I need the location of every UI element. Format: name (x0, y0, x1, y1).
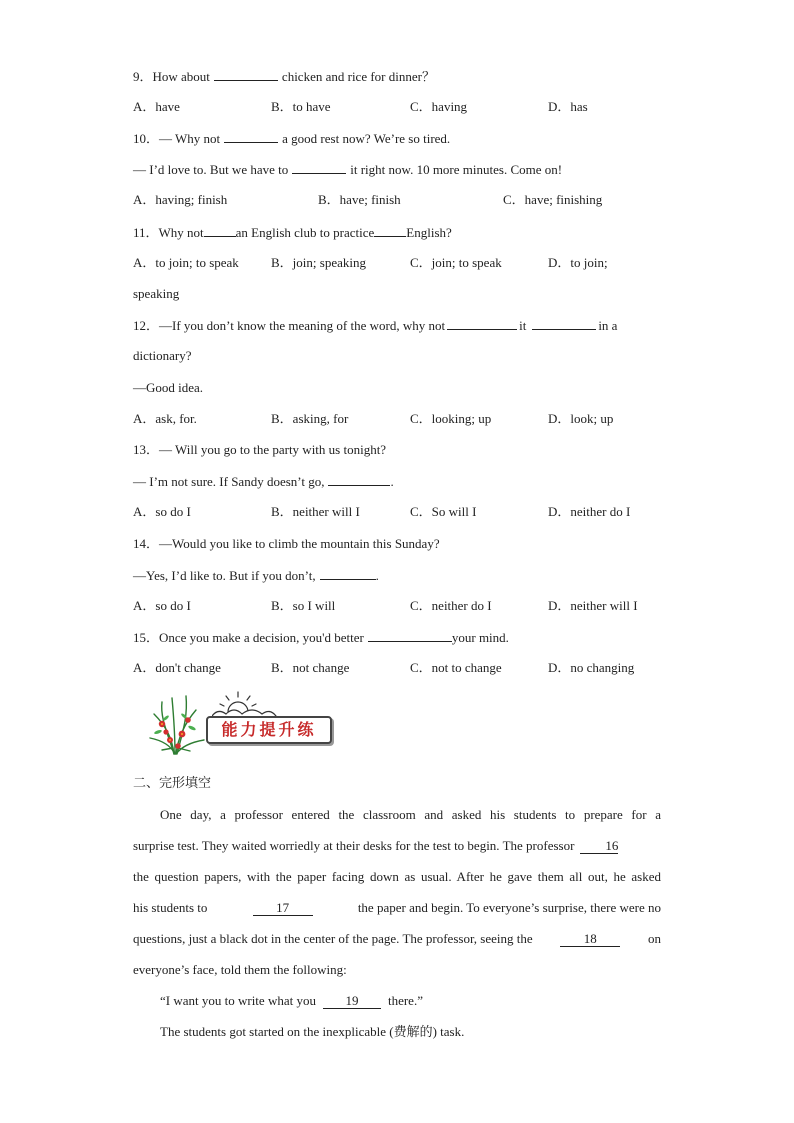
q12-blank-1[interactable] (447, 316, 517, 330)
sun-cloud-icon (212, 688, 282, 718)
q11-blank-2[interactable] (374, 223, 406, 237)
passage-line-3: the question papers, with the paper facing down as usual. After he gave them all out, he asked (133, 869, 661, 884)
q13-blank[interactable] (328, 472, 390, 486)
q15-stem: 15．Once you make a decision, you'd better your mind. (133, 630, 509, 645)
q15-option-b[interactable]: B．not change (271, 660, 350, 675)
q9-option-d[interactable]: D．has (548, 99, 588, 114)
q15-option-c[interactable]: C．not to change (410, 660, 502, 675)
badge-title: 能力提升练 (221, 720, 317, 739)
q15-blank[interactable] (368, 628, 452, 642)
q14-line2: —Yes, I’d like to. But if you don’t, . (133, 568, 379, 583)
q9-option-a[interactable]: A．have (133, 99, 180, 114)
q11-option-a[interactable]: A．to join; to speak (133, 255, 239, 270)
q15-option-d[interactable]: D．no changing (548, 660, 635, 675)
blank-17[interactable]: 17 (253, 901, 313, 916)
q11-blank-1[interactable] (204, 223, 236, 237)
q11-option-d-wrap: speaking (133, 286, 180, 301)
blank-16[interactable]: 16 (580, 839, 618, 854)
q12-line2: dictionary? (133, 348, 192, 363)
q12-option-a[interactable]: A．ask, for. (133, 411, 197, 426)
q12-stem: 12．—If you don’t know the meaning of the word, why not it in a (133, 318, 618, 333)
badge-label-box (206, 716, 332, 744)
q9-option-b[interactable]: B．to have (271, 99, 331, 114)
q10-blank-1[interactable] (224, 129, 278, 143)
q9-option-c[interactable]: C．having (410, 99, 468, 114)
q12-option-b[interactable]: B．asking, for (271, 411, 349, 426)
q11-option-d[interactable]: D．to join; (548, 255, 608, 270)
q14-line1: 14．—Would you like to climb the mountain this Sunday? (133, 536, 440, 551)
q13-line2: — I’m not sure. If Sandy doesn’t go, . (133, 474, 394, 489)
q10-option-a[interactable]: A．having; finish (133, 192, 228, 207)
flower-plant-icon (148, 688, 208, 756)
q10-line1: 10．— Why not a good rest now? We’re so tired. (133, 131, 451, 146)
blank-19[interactable]: 19 (323, 994, 381, 1009)
q13-option-c[interactable]: C．So will I (410, 504, 477, 519)
q14-option-d[interactable]: D．neither will I (548, 598, 638, 613)
passage-quote: “I want you to write what you 19 there.” (160, 993, 423, 1008)
q10-blank-2[interactable] (292, 160, 346, 174)
q12-line3: —Good idea. (133, 380, 204, 395)
passage-line-4: his students to 17 the paper and begin. To everyone’s surprise, there were no (133, 900, 661, 915)
q14-option-a[interactable]: A．so do I (133, 598, 191, 613)
q11-option-b[interactable]: B．join; speaking (271, 255, 366, 270)
blank-18[interactable]: 18 (560, 932, 620, 947)
q10-option-b[interactable]: B．have; finish (318, 192, 401, 207)
q14-option-c[interactable]: C．neither do I (410, 598, 492, 613)
q12-option-d[interactable]: D．look; up (548, 411, 614, 426)
q11-option-c[interactable]: C．join; to speak (410, 255, 502, 270)
q13-line1: 13．— Will you go to the party with us tonight? (133, 442, 387, 457)
q12-option-c[interactable]: C．looking; up (410, 411, 492, 426)
section-badge (148, 688, 338, 756)
q11-stem: 11．Why not an English club to practice English? (133, 225, 452, 240)
q13-option-d[interactable]: D．neither do I (548, 504, 631, 519)
passage-line-5: questions, just a black dot in the center of the page. The professor, seeing the 18 on (133, 931, 661, 946)
passage-line-6: everyone’s face, told them the following: (133, 962, 347, 977)
q13-option-a[interactable]: A．so do I (133, 504, 191, 519)
q9-stem: 9．How about chicken and rice for dinner？ (133, 69, 435, 84)
q14-blank[interactable] (320, 566, 376, 580)
q9-blank[interactable] (214, 67, 278, 81)
q10-option-c[interactable]: C．have; finishing (503, 192, 603, 207)
q15-option-a[interactable]: A．don't change (133, 660, 221, 675)
q13-option-b[interactable]: B．neither will I (271, 504, 360, 519)
passage-line-last: The students got started on the inexplicable (费解的) task. (160, 1024, 465, 1039)
q10-line2: — I’d love to. But we have to it right now. 10 more minutes. Come on! (133, 162, 563, 177)
passage-line-1: One day, a professor entered the classroom and asked his students to prepare for a (160, 807, 661, 822)
passage-line-2: surprise test. They waited worriedly at their desks for the test to begin. The professor 16 (133, 838, 619, 853)
section2-heading: 二、完形填空 (133, 776, 212, 791)
q12-blank-2[interactable] (532, 316, 596, 330)
q14-option-b[interactable]: B．so I will (271, 598, 336, 613)
